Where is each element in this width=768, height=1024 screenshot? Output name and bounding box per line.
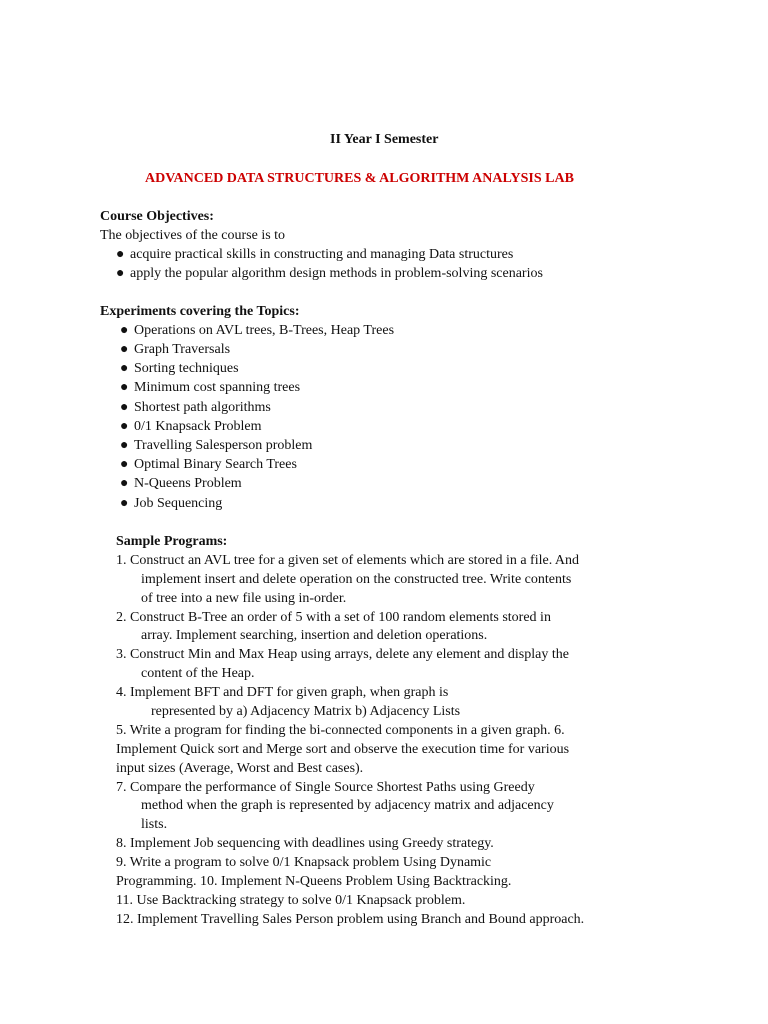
lab-title: ADVANCED DATA STRUCTURES & ALGORITHM ANALYSIS LAB (145, 171, 574, 186)
bullet-icon: ● (116, 247, 125, 262)
experiments-heading: Experiments covering the Topics: (100, 304, 300, 319)
experiment-item: Optimal Binary Search Trees (134, 457, 297, 472)
program-line: 9. Write a program to solve 0/1 Knapsack problem Using Dynamic (116, 855, 492, 870)
experiment-item: Travelling Salesperson problem (134, 438, 313, 453)
bullet-icon: ● (120, 438, 129, 453)
experiment-item: Shortest path algorithms (134, 400, 271, 415)
program-line: 1. Construct an AVL tree for a given set of elements which are stored in a file. And (116, 553, 580, 568)
bullet-icon: ● (120, 380, 129, 395)
bullet-icon: ● (120, 400, 129, 415)
bullet-icon: ● (116, 266, 125, 281)
semester-heading: II Year I Semester (330, 132, 439, 147)
bullet-icon: ● (120, 342, 129, 357)
experiment-item: Graph Traversals (134, 342, 231, 357)
program-line: content of the Heap. (141, 666, 255, 681)
program-line: represented by a) Adjacency Matrix b) Adjacency Lists (151, 704, 461, 719)
objectives-intro: The objectives of the course is to (100, 228, 286, 243)
program-line: lists. (141, 817, 168, 832)
bullet-icon: ● (120, 496, 129, 511)
experiment-item: Minimum cost spanning trees (134, 380, 301, 395)
program-line: 11. Use Backtracking strategy to solve 0/1 Knapsack problem. (116, 893, 466, 908)
experiment-item: 0/1 Knapsack Problem (134, 419, 262, 434)
program-line: of tree into a new file using in-order. (141, 591, 347, 606)
program-line: Implement Quick sort and Merge sort and observe the execution time for various (116, 742, 570, 757)
experiment-item: Job Sequencing (134, 496, 223, 511)
program-line: implement insert and delete operation on the constructed tree. Write contents (141, 572, 572, 587)
program-line: Programming. 10. Implement N-Queens Problem Using Backtracking. (116, 874, 512, 889)
experiment-item: Sorting techniques (134, 361, 239, 376)
objective-item: apply the popular algorithm design methods in problem-solving scenarios (130, 266, 543, 281)
program-line: 5. Write a program for finding the bi-connected components in a given graph. 6. (116, 723, 565, 738)
program-line: 7. Compare the performance of Single Source Shortest Paths using Greedy (116, 780, 535, 795)
experiment-item: N-Queens Problem (134, 476, 242, 491)
program-line: 3. Construct Min and Max Heap using arrays, delete any element and display the (116, 647, 569, 662)
program-line: 12. Implement Travelling Sales Person problem using Branch and Bound approach. (116, 912, 585, 927)
objectives-heading: Course Objectives: (100, 209, 214, 224)
objective-item: acquire practical skills in constructing and managing Data structures (130, 247, 514, 262)
bullet-icon: ● (120, 361, 129, 376)
program-line: 8. Implement Job sequencing with deadlines using Greedy strategy. (116, 836, 494, 851)
bullet-icon: ● (120, 457, 129, 472)
program-line: input sizes (Average, Worst and Best cases). (116, 761, 364, 776)
bullet-icon: ● (120, 419, 129, 434)
program-line: 4. Implement BFT and DFT for given graph, when graph is (116, 685, 449, 700)
bullet-icon: ● (120, 323, 129, 338)
program-line: method when the graph is represented by adjacency matrix and adjacency (141, 798, 554, 813)
experiment-item: Operations on AVL trees, B-Trees, Heap Trees (134, 323, 395, 338)
programs-heading: Sample Programs: (116, 534, 228, 549)
bullet-icon: ● (120, 476, 129, 491)
program-line: array. Implement searching, insertion and deletion operations. (141, 628, 488, 643)
program-line: 2. Construct B-Tree an order of 5 with a set of 100 random elements stored in (116, 610, 551, 625)
